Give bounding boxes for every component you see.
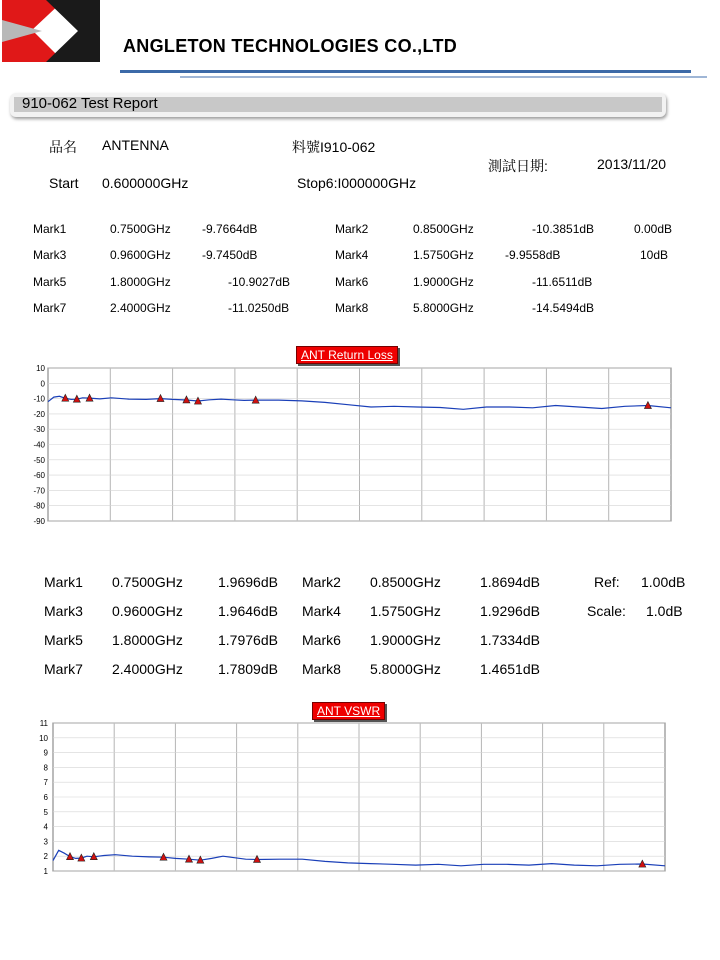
marker-name: Mark6 bbox=[302, 632, 341, 648]
y-tick-label: -60 bbox=[33, 471, 45, 481]
marker-value: 1.7334dB bbox=[480, 632, 540, 648]
marker-value: -11.6511dB bbox=[532, 275, 593, 289]
marker-frequency: 0.9600GHz bbox=[112, 603, 183, 619]
y-tick-label: 0 bbox=[40, 379, 45, 389]
company-logo bbox=[2, 0, 100, 62]
marker-value: -14.5494dB bbox=[532, 301, 595, 315]
marker-value: 1.9696dB bbox=[218, 574, 278, 590]
marker-value: 1.7976dB bbox=[218, 632, 278, 648]
marker-name: Mark6 bbox=[335, 275, 369, 289]
ref-value: 1.00dB bbox=[641, 574, 686, 590]
vswr-chart-title: ANT VSWR bbox=[312, 702, 385, 720]
stop-value: Stop6:I000000GHz bbox=[297, 175, 417, 191]
marker-name: Mark3 bbox=[44, 603, 83, 619]
y-tick-label: 10 bbox=[39, 733, 48, 743]
marker-frequency: 0.9600GHz bbox=[110, 248, 171, 262]
start-label: Start bbox=[49, 175, 79, 191]
marker-value: 1.7809dB bbox=[218, 661, 278, 677]
y-tick-label: 7 bbox=[43, 778, 48, 788]
marker-frequency: 2.4000GHz bbox=[112, 661, 183, 677]
y-tick-label: 10 bbox=[36, 364, 45, 373]
part-number: 料號I910-062 bbox=[292, 139, 376, 155]
marker-triangle bbox=[183, 396, 190, 403]
marker-value: 1.9646dB bbox=[218, 603, 278, 619]
report-title: 910-062 Test Report bbox=[22, 95, 158, 112]
marker-name: Mark7 bbox=[44, 661, 83, 677]
marker-name: Mark2 bbox=[302, 574, 341, 590]
marker-name: Mark1 bbox=[44, 574, 83, 590]
marker-value: -10.3851dB bbox=[532, 222, 595, 236]
marker-name: Mark3 bbox=[33, 248, 67, 262]
marker-frequency: 1.8000GHz bbox=[112, 632, 183, 648]
marker-triangle bbox=[644, 402, 651, 409]
marker-value: -9.7450dB bbox=[202, 248, 258, 262]
y-tick-label: -90 bbox=[33, 517, 45, 526]
marker-value: -9.7664dB bbox=[202, 222, 258, 236]
marker-triangle bbox=[186, 855, 193, 862]
plot-area bbox=[48, 368, 671, 521]
marker-name: Mark5 bbox=[33, 275, 67, 289]
marker-value: 1.4651dB bbox=[480, 661, 540, 677]
company-name: ANGLETON TECHNOLOGIES CO.,LTD bbox=[123, 36, 458, 56]
header-rule bbox=[120, 70, 691, 73]
marker-frequency: 1.9000GHz bbox=[413, 275, 474, 289]
marker-name: Mark8 bbox=[335, 301, 369, 315]
marker-frequency: 2.4000GHz bbox=[110, 301, 171, 315]
marker-name: Mark2 bbox=[335, 222, 369, 236]
y-tick-label: 1 bbox=[43, 867, 48, 876]
marker-value: 1.8694dB bbox=[480, 574, 540, 590]
y-tick-label: -10 bbox=[33, 394, 45, 404]
marker-triangle bbox=[67, 853, 74, 860]
y-tick-label: -50 bbox=[33, 455, 45, 465]
y-tick-label: 11 bbox=[39, 719, 48, 728]
marker-frequency: 1.9000GHz bbox=[370, 632, 441, 648]
scale-value: 1.0dB bbox=[646, 603, 683, 619]
marker-frequency: 1.5750GHz bbox=[370, 603, 441, 619]
marker-value: -11.0250dB bbox=[228, 301, 290, 315]
scale-value: 10dB bbox=[640, 248, 669, 262]
y-tick-label: 3 bbox=[43, 837, 48, 847]
marker-triangle bbox=[78, 854, 85, 861]
scale-label: Scale: bbox=[587, 603, 626, 619]
series-line bbox=[53, 850, 665, 866]
marker-value: -10.9027dB bbox=[228, 275, 291, 289]
marker-name: Mark5 bbox=[44, 632, 83, 648]
y-tick-label: -30 bbox=[33, 425, 45, 435]
marker-value: -9.9558dB bbox=[505, 248, 561, 262]
y-tick-label: 4 bbox=[43, 822, 48, 832]
y-tick-label: 8 bbox=[43, 763, 48, 773]
marker-triangle bbox=[194, 397, 201, 404]
product-value: ANTENNA bbox=[102, 137, 169, 153]
marker-name: Mark1 bbox=[33, 222, 67, 236]
marker-triangle bbox=[86, 394, 93, 401]
marker-triangle bbox=[254, 855, 261, 862]
y-tick-label: 5 bbox=[43, 807, 48, 817]
header-rule-secondary bbox=[180, 76, 707, 78]
marker-frequency: 5.8000GHz bbox=[413, 301, 474, 315]
y-tick-label: -80 bbox=[33, 501, 45, 511]
marker-frequency: 5.8000GHz bbox=[370, 661, 441, 677]
marker-frequency: 0.7500GHz bbox=[112, 574, 183, 590]
y-tick-label: -70 bbox=[33, 486, 45, 496]
marker-frequency: 0.8500GHz bbox=[413, 222, 474, 236]
marker-triangle bbox=[197, 856, 204, 863]
product-label: 品名 bbox=[49, 139, 77, 155]
start-value: 0.600000GHz bbox=[102, 175, 189, 191]
marker-triangle bbox=[639, 860, 646, 867]
test-date-label: 測試日期: bbox=[488, 158, 548, 174]
ref-label: Ref: bbox=[594, 574, 620, 590]
marker-name: Mark4 bbox=[335, 248, 369, 262]
marker-triangle bbox=[90, 853, 97, 860]
marker-frequency: 0.7500GHz bbox=[110, 222, 171, 236]
marker-name: Mark7 bbox=[33, 301, 67, 315]
marker-name: Mark4 bbox=[302, 603, 341, 619]
series-line bbox=[48, 396, 671, 409]
marker-triangle bbox=[252, 396, 259, 403]
y-tick-label: -40 bbox=[33, 440, 45, 450]
marker-frequency: 1.8000GHz bbox=[110, 275, 171, 289]
y-tick-label: 6 bbox=[43, 793, 48, 802]
marker-name: Mark8 bbox=[302, 661, 341, 677]
reference-level: 0.00dB bbox=[634, 222, 673, 236]
plot-area bbox=[53, 723, 665, 871]
marker-triangle bbox=[73, 395, 80, 402]
marker-triangle bbox=[62, 394, 69, 401]
y-tick-label: 9 bbox=[43, 748, 48, 758]
marker-triangle bbox=[157, 395, 164, 402]
y-tick-label: -20 bbox=[33, 409, 45, 419]
marker-frequency: 0.8500GHz bbox=[370, 574, 441, 590]
marker-value: 1.9296dB bbox=[480, 603, 540, 619]
y-tick-label: 2 bbox=[43, 852, 48, 862]
marker-triangle bbox=[160, 853, 167, 860]
return-loss-chart-title: ANT Return Loss bbox=[296, 346, 398, 364]
marker-frequency: 1.5750GHz bbox=[413, 248, 474, 262]
test-date: 2013/11/20 bbox=[597, 156, 667, 172]
